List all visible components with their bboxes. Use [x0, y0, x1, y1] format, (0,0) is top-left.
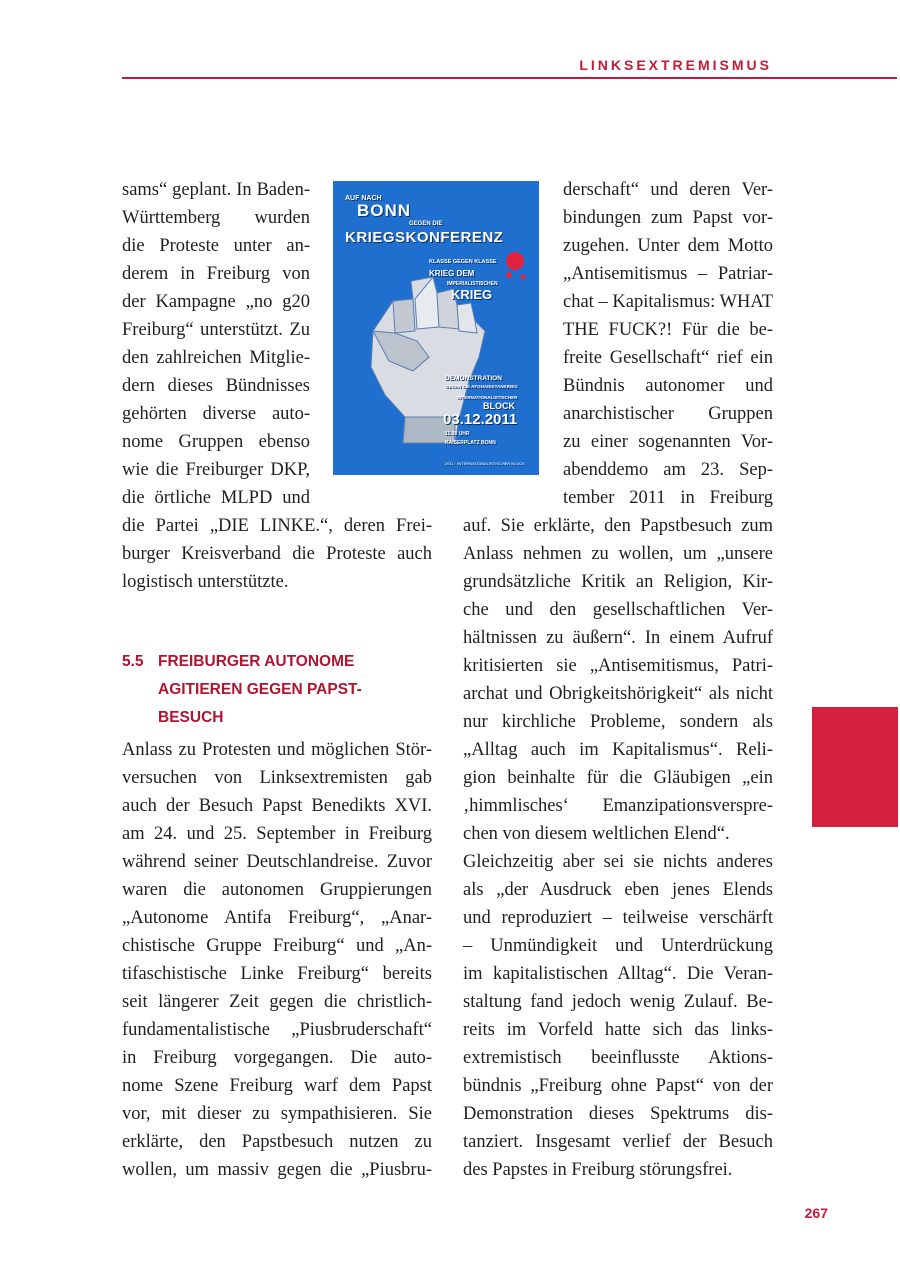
text-line: auf. Sie erklärte, den Papstbesuch zum: [463, 516, 773, 536]
text-line: und reproduziert – teilweise verschärft: [463, 908, 773, 928]
text-line: derschaft“ und deren Ver-: [563, 180, 773, 200]
left-column-top: [122, 176, 310, 512]
text-line: reits im Vorfeld hatte sich das links-: [463, 1020, 773, 1040]
header-rule: [122, 77, 897, 79]
text-line: bündnis „Freiburg ohne Papst“ von der: [463, 1076, 773, 1096]
text-line: ‚himmlisches‘ Emanzipationsverspre-: [463, 796, 773, 816]
text-line: die Partei „DIE LINKE.“, deren Frei-: [122, 516, 432, 536]
heading-line: FREIBURGER AUTONOME: [158, 653, 355, 670]
text-line: tanziert. Insgesamt verlief der Besuch: [463, 1132, 773, 1152]
chapter-tab-marker: [812, 707, 898, 827]
poster-demo-sub: GEGEN DIE AFGHANISTANKRIEG: [445, 384, 518, 389]
text-line: freite Gesellschaft“ rief ein: [563, 348, 773, 368]
text-line: gehörten diverse auto-: [122, 404, 310, 424]
text-line: kritisierten sie „Antisemitismus, Patri-: [463, 656, 773, 676]
text-line: Anlass zu Protesten und möglichen Stör-: [122, 740, 432, 760]
text-line: nome Gruppen ebenso: [122, 432, 310, 452]
poster-slogan-line: KRIEG DEM: [429, 269, 475, 278]
page-number: 267: [804, 1205, 828, 1221]
poster-slogan-big: KRIEG: [451, 287, 493, 302]
text-line: seit längerer Zeit gegen die christlich-: [122, 992, 432, 1012]
text-line: den zahlreichen Mitglie-: [122, 348, 310, 368]
heading-line: BESUCH: [158, 709, 224, 726]
text-line: fundamentalistische „Piusbruderschaft“: [122, 1020, 432, 1040]
poster-date: 03.12.2011: [443, 411, 518, 428]
right-column-continuation: [463, 512, 773, 1184]
right-column-top: [563, 176, 773, 512]
text-line: chen von diesem weltlichen Elend“.: [463, 824, 730, 844]
text-line: Gleichzeitig aber sei sie nichts anderes: [463, 852, 773, 872]
text-line: logistisch unterstützte.: [122, 572, 289, 592]
text-line: anarchistischer Gruppen: [563, 404, 773, 424]
text-line: sams“ geplant. In Baden-: [122, 180, 310, 200]
text-line: dern dieses Bündnisses: [122, 376, 310, 396]
text-line: abenddemo am 23. Sep-: [563, 460, 773, 480]
text-line: als „der Ausdruck eben jenes Elends: [463, 880, 773, 900]
text-line: nur kirchliche Probleme, sondern als: [463, 712, 773, 732]
text-line: während seiner Deutschlandreise. Zuvor: [122, 852, 432, 872]
text-line: grundsätzliche Kritik an Religion, Kir-: [463, 572, 773, 592]
text-line: auch der Besuch Papst Benedikts XVI.: [122, 796, 432, 816]
text-line: Demonstration dieses Spektrums dis-: [463, 1104, 773, 1124]
poster-footer: 2011 · INTERNATIONALISTISCHER BLOCK: [445, 461, 525, 466]
poster-time: 11.30 UHR: [445, 431, 470, 437]
text-line: gion beinhalte für die Gläubigen „ein: [463, 768, 773, 788]
text-line: bindungen zum Papst vor-: [563, 208, 773, 228]
text-line: hältnissen zu äußern“. In einem Aufruf: [463, 628, 773, 648]
text-line: Anlass nehmen zu wollen, um „unsere: [463, 544, 773, 564]
text-line: chistische Gruppe Freiburg“ und „An-: [122, 936, 432, 956]
left-column-body: [122, 736, 432, 1184]
text-line: che und den gesellschaftlichen Ver-: [463, 600, 773, 620]
poster-slogan-small: KLASSE GEGEN KLASSE: [429, 259, 497, 265]
text-line: die örtliche MLPD und: [122, 488, 310, 508]
text-line: „Antisemitismus – Patriar-: [563, 264, 773, 284]
text-line: Bündnis autonomer und: [563, 376, 773, 396]
poster-kicker: AUF NACH: [345, 195, 382, 202]
text-line: „Alltag auch im Kapitalismus“. Reli-: [463, 740, 773, 760]
running-header: LINKSEXTREMISMUS: [579, 57, 772, 73]
section-number: 5.5: [122, 653, 144, 670]
poster-demo: DEMONSTRATION: [445, 375, 502, 382]
text-line: waren die autonomen Gruppierungen: [122, 880, 432, 900]
demonstration-poster: [333, 181, 539, 475]
text-line: archat und Obrigkeitshörigkeit“ als nicht: [463, 684, 773, 704]
text-line: tember 2011 in Freiburg: [563, 488, 773, 508]
text-line: tifaschistische Linke Freiburg“ bereits: [122, 964, 432, 984]
left-column-continuation: [122, 512, 432, 596]
text-line: THE FUCK?! Für die be-: [563, 320, 773, 340]
text-line: „Autonome Antifa Freiburg“, „Anar-: [122, 908, 432, 928]
poster-title: KRIEGSKONFERENZ: [345, 229, 504, 246]
text-line: Württemberg wurden: [122, 208, 310, 228]
poster-city: BONN: [357, 201, 412, 220]
text-line: am 24. und 25. September in Freiburg: [122, 824, 432, 844]
text-line: im kapitalistischen Alltag“. Die Veran-: [463, 964, 773, 984]
text-line: erklärte, den Papstbesuch nutzen zu: [122, 1132, 432, 1152]
poster-slogan-small2: IMPERIALISTISCHEN: [447, 281, 498, 287]
text-line: zu einer sogenannten Vor-: [563, 432, 773, 452]
text-line: zugehen. Unter dem Motto: [563, 236, 773, 256]
heading-line: AGITIEREN GEGEN PAPST-: [158, 681, 362, 698]
text-line: der Kampagne „no g20: [122, 292, 310, 312]
text-line: nome Szene Freiburg warf dem Papst: [122, 1076, 432, 1096]
text-line: wollen, um massiv gegen die „Piusbru-: [122, 1160, 432, 1180]
text-line: chat – Kapitalismus: WHAT: [563, 292, 773, 312]
text-line: des Papstes in Freiburg störungsfrei.: [463, 1160, 733, 1180]
text-line: die Proteste unter an-: [122, 236, 310, 256]
text-line: burger Kreisverband die Proteste auch: [122, 544, 432, 564]
text-line: staltung fand jedoch wenig Zulauf. Be-: [463, 992, 773, 1012]
poster-place: KAISERPLATZ BONN: [445, 440, 496, 446]
text-line: – Unmündigkeit und Unterdrückung: [463, 936, 773, 956]
text-line: wie die Freiburger DKP,: [122, 460, 310, 480]
text-line: versuchen von Linksextremisten gab: [122, 768, 432, 788]
section-heading: [122, 648, 422, 732]
poster-block-sub: INTERNATIONALISTISCHER: [457, 395, 518, 400]
text-line: extremistisch beeinflusste Aktions-: [463, 1048, 773, 1068]
text-line: derem in Freiburg von: [122, 264, 310, 284]
text-line: in Freiburg vorgegangen. Die auto-: [122, 1048, 432, 1068]
text-line: Freiburg“ unterstützt. Zu: [122, 320, 310, 340]
text-line: vor, mit dieser zu sympathisieren. Sie: [122, 1104, 432, 1124]
poster-block: BLOCK: [483, 401, 515, 411]
poster-against: GEGEN DIE: [409, 221, 443, 227]
